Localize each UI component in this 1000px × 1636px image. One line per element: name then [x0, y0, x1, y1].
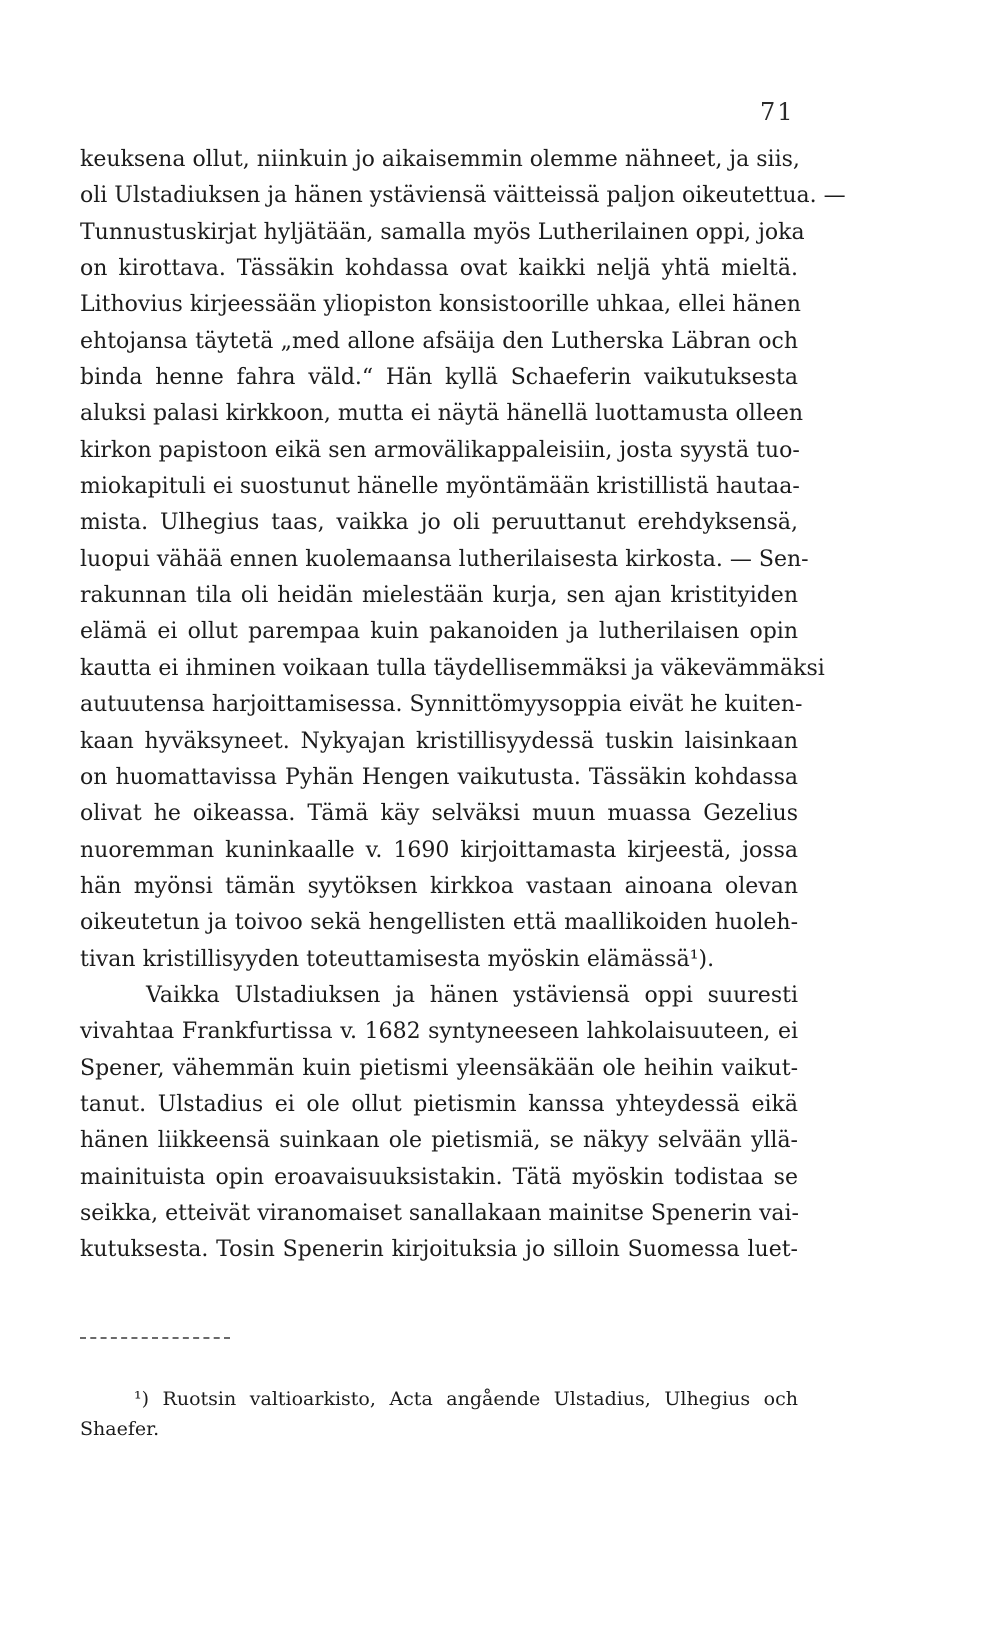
footnote-divider — [80, 1337, 230, 1339]
text-line: oikeutetun ja toivoo sekä hengellisten että maallikoiden huoleh- — [80, 910, 798, 936]
text-line: rakunnan tila oli heidän mielestään kurja, sen ajan kristityiden — [80, 583, 798, 609]
text-line: kutuksesta. Tosin Spenerin kirjoituksia jo silloin Suomessa luet- — [80, 1237, 798, 1263]
text-line: ehtojansa täytetä „med allone afsäija den Lutherska Läbran och — [80, 328, 798, 354]
text-line: Spener, vähemmän kuin pietismi yleensäkään ole heihin vaikut- — [80, 1055, 798, 1081]
text-line: on huomattavissa Pyhän Hengen vaikutusta. Tässäkin kohdassa — [80, 764, 798, 790]
text-line: kirkon papistoon eikä sen armovälikappaleisiin, josta syystä tuo- — [80, 437, 800, 463]
text-line: vivahtaa Frankfurtissa v. 1682 syntyneeseen lahkolaisuuteen, ei — [80, 1019, 798, 1045]
text-line: keuksena ollut, niinkuin jo aikaisemmin olemme nähneet, ja siis, — [80, 147, 800, 172]
text-line: mista. Ulhegius taas, vaikka jo oli peruuttanut erehdyksensä, — [80, 510, 798, 536]
body-text — [80, 142, 846, 1269]
text-line: seikka, etteivät viranomaiset sanallakaan mainitse Spenerin vai- — [80, 1200, 799, 1226]
text-line: hänen liikkeensä suinkaan ole pietismiä, se näkyy selvään yllä- — [80, 1128, 798, 1154]
text-line: oli Ulstadiuksen ja hänen ystäviensä väitteissä paljon oikeutettua. — — [80, 183, 846, 209]
footnote-line: ¹) Ruotsin valtioarkisto, Acta angående Ulstadius, Ulhegius och — [134, 1388, 798, 1410]
text-line: Lithovius kirjeessään yliopiston konsistoorille uhkaa, ellei hänen — [80, 292, 801, 318]
text-line: elämä ei ollut parempaa kuin pakanoiden ja lutherilaisen opin — [80, 619, 798, 645]
text-line: Tunnustuskirjat hyljätään, samalla myös Lutherilainen oppi, joka — [80, 219, 805, 245]
text-line: on kirottava. Tässäkin kohdassa ovat kaikki neljä yhtä mieltä. — [80, 256, 798, 282]
text-line: binda henne fahra väld.“ Hän kyllä Schaeferin vaikutuksesta — [80, 365, 798, 391]
footnote-line: Shaefer. — [80, 1418, 160, 1440]
text-line: tanut. Ulstadius ei ole ollut pietismin kanssa yhteydessä eikä — [80, 1091, 798, 1117]
page-number: 71 — [760, 98, 795, 126]
text-line: mainituista opin eroavaisuuksistakin. Tätä myöskin todistaa se — [80, 1164, 798, 1190]
text-line: aluksi palasi kirkkoon, mutta ei näytä hänellä luottamusta olleen — [80, 401, 804, 427]
text-line: autuutensa harjoittamisessa. Synnittömyysoppia eivät he kuiten- — [80, 692, 803, 718]
text-line: olivat he oikeassa. Tämä käy selväksi muun muassa Gezelius — [80, 801, 798, 827]
text-line: nuoremman kuninkaalle v. 1690 kirjoittamasta kirjeestä, jossa — [80, 837, 798, 863]
paragraph-start-line: Vaikka Ulstadiuksen ja hänen ystäviensä oppi suuresti — [146, 982, 798, 1008]
text-line: kaan hyväksyneet. Nykyajan kristillisyydessä tuskin laisinkaan — [80, 728, 798, 754]
text-line: miokapituli ei suostunut hänelle myöntämään kristillistä hautaa- — [80, 474, 800, 500]
text-line: luopui vähää ennen kuolemaansa lutherilaisesta kirkosta. — Sen- — [80, 546, 809, 572]
text-line: hän myönsi tämän syytöksen kirkkoa vastaan ainoana olevan — [80, 873, 798, 899]
text-line: tivan kristillisyyden toteuttamisesta myöskin elämässä¹). — [80, 946, 715, 972]
footnotes — [80, 1384, 798, 1444]
text-line: kautta ei ihminen voikaan tulla täydellisemmäksi ja väkevämmäksi — [80, 655, 825, 681]
